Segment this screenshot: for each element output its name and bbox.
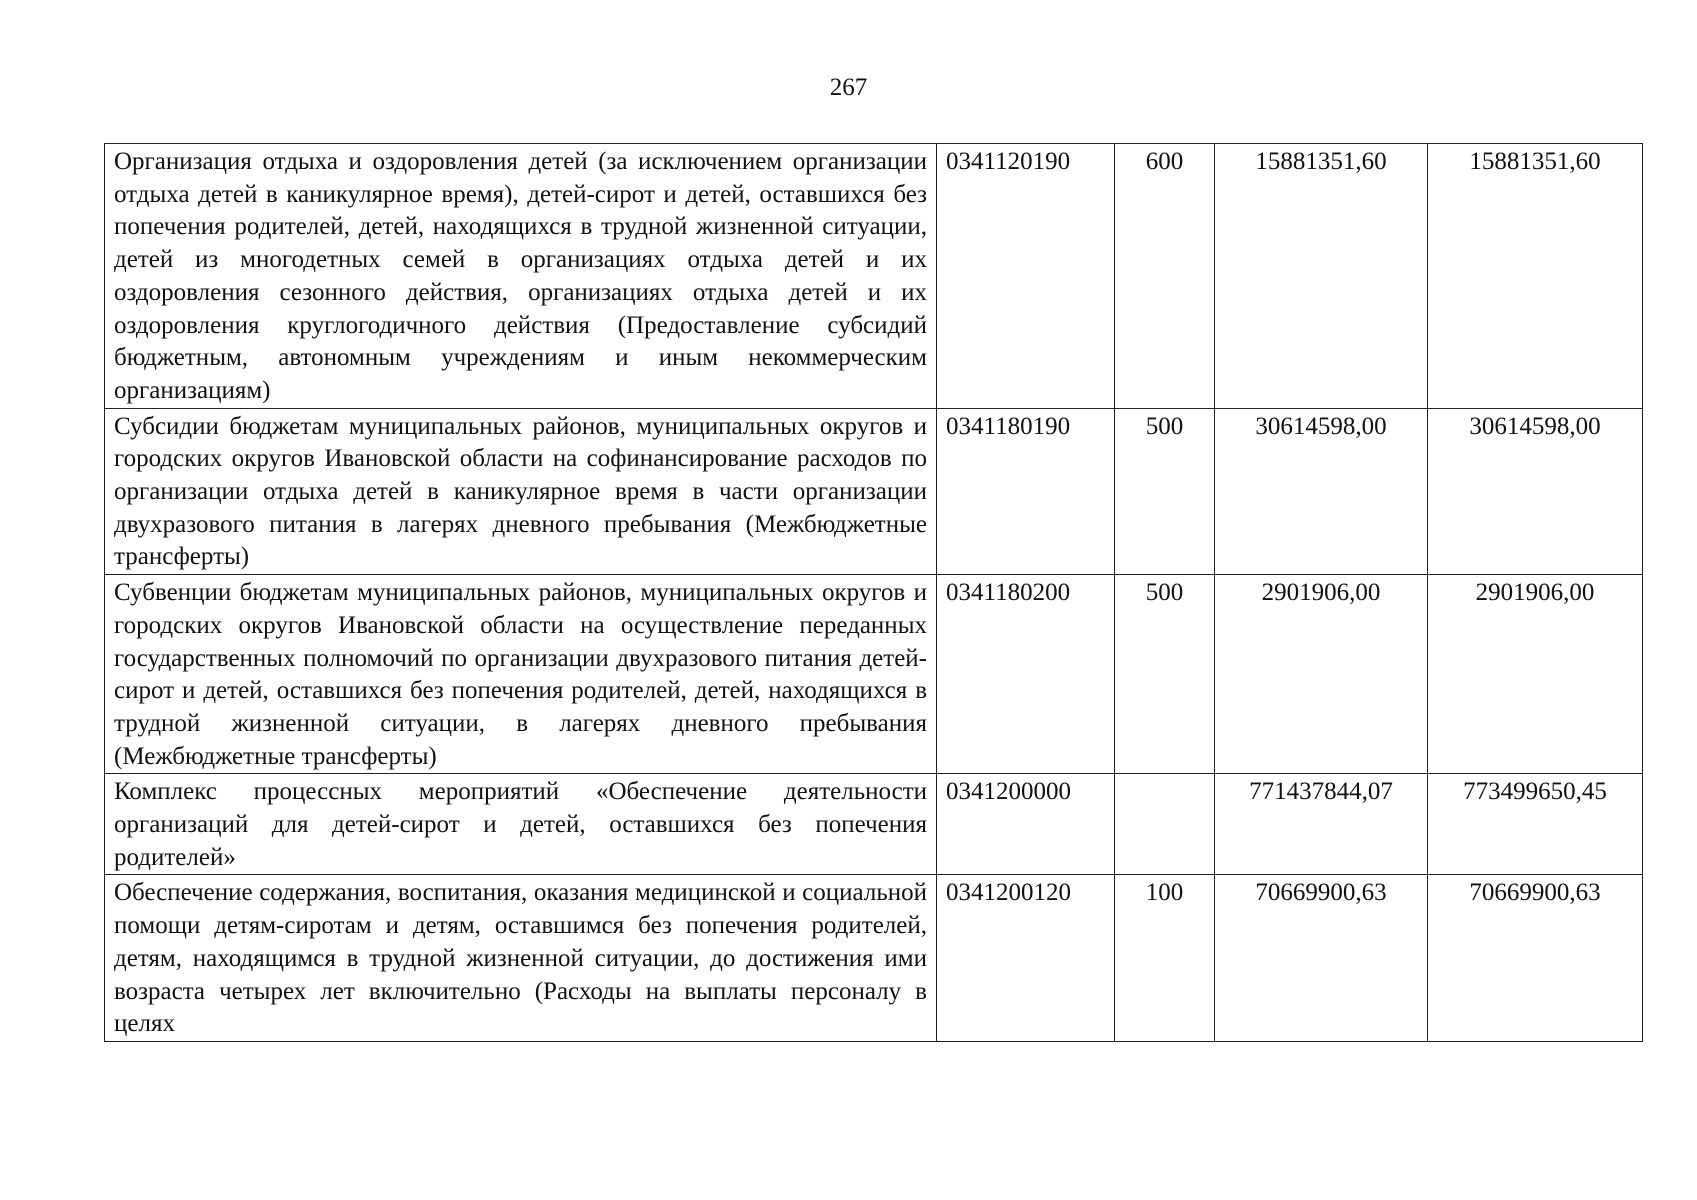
row-expense-type: 500	[1115, 575, 1215, 774]
row-amount-year1: 2901906,00	[1215, 575, 1428, 774]
table-row	[105, 144, 1643, 409]
row-target-code: 0341180190	[937, 408, 1115, 575]
row-expense-type: 100	[1115, 875, 1215, 1042]
row-target-code: 0341200000	[937, 774, 1115, 875]
row-target-code: 0341180200	[937, 575, 1115, 774]
row-expense-type	[1115, 774, 1215, 875]
budget-table	[104, 143, 1643, 1042]
row-amount-year1: 30614598,00	[1215, 408, 1428, 575]
table-row	[105, 575, 1643, 774]
row-amount-year1: 15881351,60	[1215, 144, 1428, 409]
row-description: Организация отдыха и оздоровления детей (за исключением организации отдыха детей в каникулярное время), детей-сирот и детей, оставшихся без попечения родителей, детей, находящихся в трудной жизненной ситуации, детей из многодетных семей в организациях отдыха детей и их оздоровления сезонного действия, организациях отдыха детей и их оздоровления круглогодичного действия (Предоставление субсидий бюджетным, автономным учреждениям и иным некоммерческим организациям)	[105, 144, 937, 409]
row-amount-year2: 15881351,60	[1428, 144, 1643, 409]
row-target-code: 0341200120	[937, 875, 1115, 1042]
row-amount-year2: 30614598,00	[1428, 408, 1643, 575]
row-description: Комплекс процессных мероприятий «Обеспечение деятельности организаций для детей-сирот и детей, оставшихся без попечения родителей»	[105, 774, 937, 875]
row-amount-year1: 771437844,07	[1215, 774, 1428, 875]
row-expense-type: 600	[1115, 144, 1215, 409]
row-amount-year2: 2901906,00	[1428, 575, 1643, 774]
table-row	[105, 875, 1643, 1042]
row-amount-year2: 773499650,45	[1428, 774, 1643, 875]
table-row	[105, 408, 1643, 575]
row-amount-year2: 70669900,63	[1428, 875, 1643, 1042]
row-description: Субвенции бюджетам муниципальных районов, муниципальных округов и городских округов Ивановской области на осуществление переданных государственных полномочий по организации двухразового питания детей-сирот и детей, оставшихся без попечения родителей, детей, находящихся в трудной жизненной ситуации, в лагерях дневного пребывания (Межбюджетные трансферты)	[105, 575, 937, 774]
row-target-code: 0341120190	[937, 144, 1115, 409]
row-description: Обеспечение содержания, воспитания, оказания медицинской и социальной помощи детям-сиротам и детям, оставшимся без попечения родителей, детям, находящимся в трудной жизненной ситуации, до достижения ими возраста четырех лет включительно (Расходы на выплаты персоналу в целях	[105, 875, 937, 1042]
row-expense-type: 500	[1115, 408, 1215, 575]
row-amount-year1: 70669900,63	[1215, 875, 1428, 1042]
row-description: Субсидии бюджетам муниципальных районов, муниципальных округов и городских округов Ивановской области на софинансирование расходов по организации отдыха детей в каникулярное время в части организации двухразового питания в лагерях дневного пребывания (Межбюджетные трансферты)	[105, 408, 937, 575]
page-number: 267	[829, 74, 868, 101]
table-row	[105, 774, 1643, 875]
